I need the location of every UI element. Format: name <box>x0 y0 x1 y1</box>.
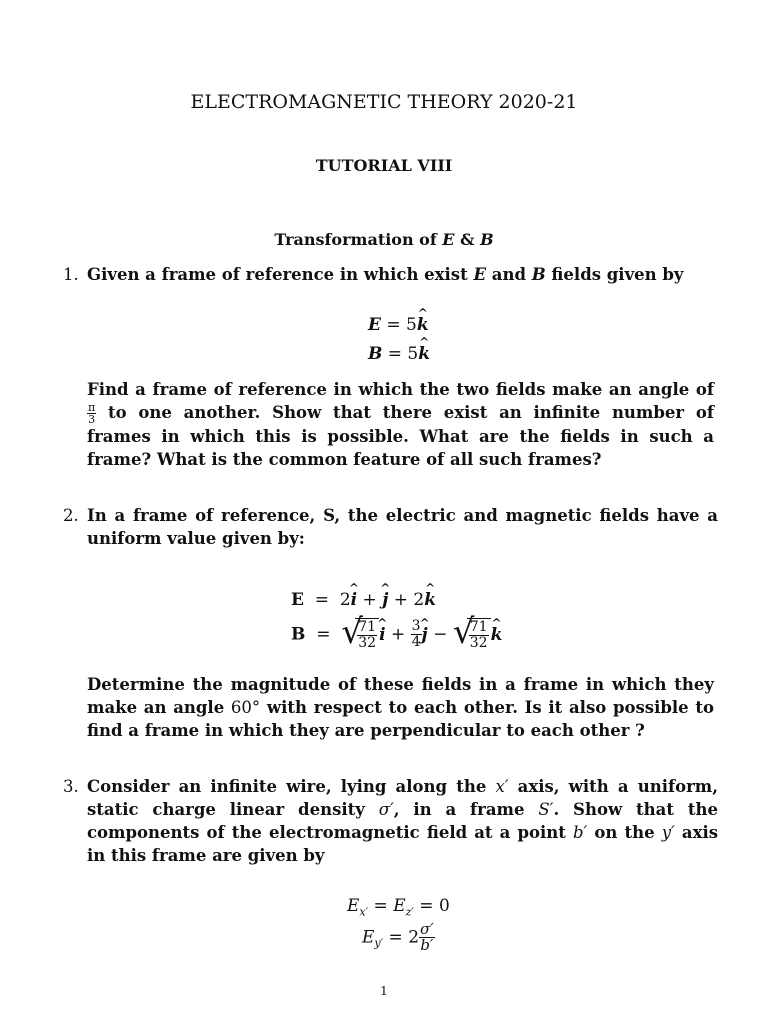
problem-number: 1. <box>63 265 79 284</box>
equation-e-field-1: E = 5^ k <box>368 315 429 335</box>
problem-1-intro: 1. Given a frame of reference in which exist E and B fields given by <box>63 265 684 284</box>
equation-e-field-2: E = 2^ i + ^ j + 2^ k <box>291 590 436 610</box>
problem-number: 2. <box>63 506 79 525</box>
equation-ex-ez: $E_{x'} = E_{z'} = 0$ <box>347 896 450 919</box>
problem-2-intro: 2. In a frame of reference, S, the electric and magnetic fields have a uniform value given by: <box>63 506 718 548</box>
equation-ey: $E_{y'} = 2$ $\frac{\sigma'}{b'}$ <box>362 920 434 954</box>
problem-3-intro: 3. Consider an infinite wire, lying along the x′ axis, with a uniform, static charge linear density σ′, in a frame S′. Show that the components of the electromagnetic field at a point b′ on the y′ axis in this frame are given by <box>63 777 719 865</box>
problem-2-question: Determine the magnitude of these fields in a frame in which they make an angle 60° with respect to each other. Is it also possible to find a frame in which they are perpendicular to each other ? <box>87 675 714 740</box>
page-number: 1 <box>380 984 388 998</box>
equation-b-field-1: B = 5^ k <box>368 344 430 364</box>
equation-b-field-2: B = √ $\frac{71}{32}$ ^ i + $\frac{3}{4}$ ^ j − √ $\frac{71}{32}$ ^ k <box>291 618 502 651</box>
problem-1-question: Find a frame of reference in which the two fields make an angle of $\frac{\pi}{3}$ to one another. Show that there exist an infinite number of frames in which this is possible. What are the fields in such a frame? What is the common feature of all such frames? <box>87 380 714 469</box>
document-title: ELECTROMAGNETIC THEORY 2020-21 <box>190 91 578 113</box>
tutorial-label: TUTORIAL VIII <box>315 156 453 175</box>
section-heading: Transformation of E & B <box>274 230 494 249</box>
problem-number: 3. <box>63 777 79 796</box>
